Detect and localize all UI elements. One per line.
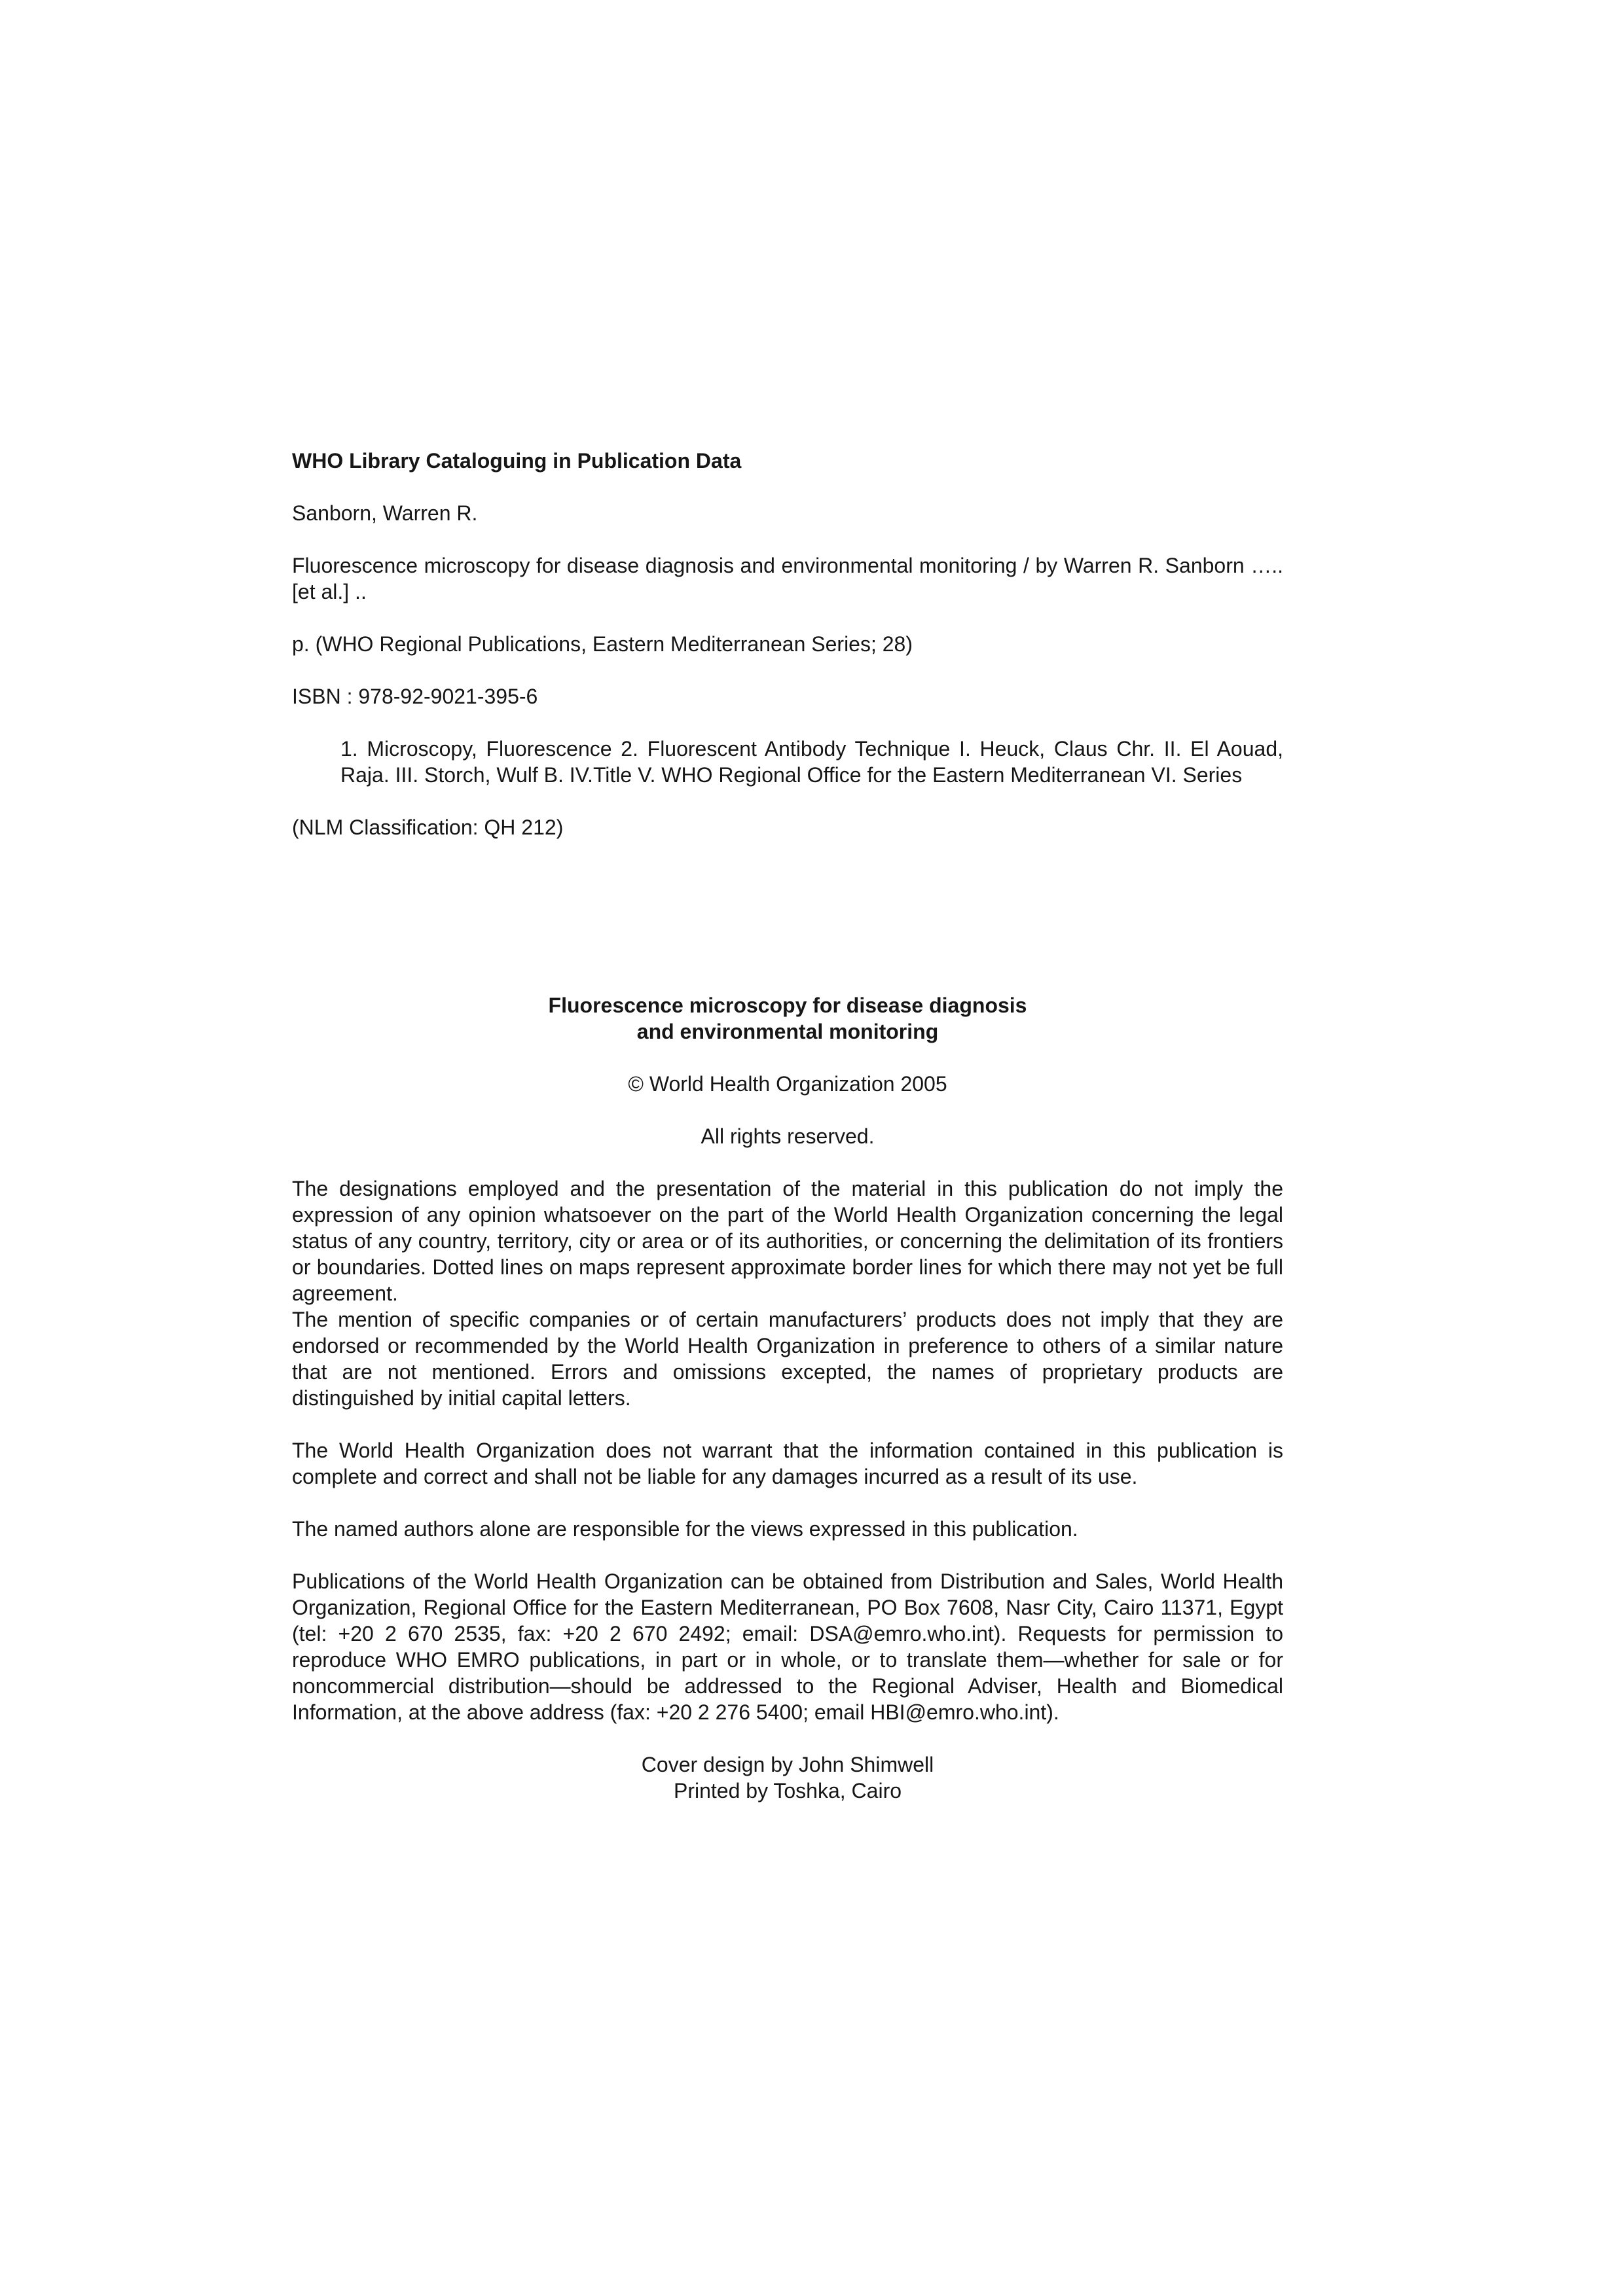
cataloguing-series-entry: p. (WHO Regional Publications, Eastern Mediterranean Series; 28) [292, 632, 913, 656]
publications-obtain-info: Publications of the World Health Organization can be obtained from Distribution and Sales, World Health Organization, Regional Office for the Eastern Mediterranean, PO Box 7608, Nasr City, Cairo 11371, Egypt (tel: +20 2 670 2535, fax: +20 2 670 2492; email: DSA@emro.who.int). Requests for permission to reproduce WHO EMRO publications, in part or in whole, or to translate them—whether for sale or for noncommercial distribution—should be addressed to the Regional Adviser, Health and Biomedical Information, at the above address (fax: +20 2 276 5400; email HBI@emro.who.int). [292, 1570, 1283, 1724]
disclaimer-companies: The mention of specific companies or of certain manufacturers’ products does not imply that they are endorsed or recommended by the World Health Organization in preference to others of a similar nature that are not mentioned. Errors and omissions excepted, the names of proprietary products are distinguished by initial capital letters. [292, 1308, 1283, 1410]
disclaimer-designations: The designations employed and the presentation of the material in this publication do not imply the expression of any opinion whatsoever on the part of the World Health Organization concerning the legal status of any country, territory, city or area or of its authorities, or concerning the delimitation of its frontiers or boundaries. Dotted lines on maps represent approximate border lines for which there may not yet be full agreement. [292, 1177, 1283, 1305]
credits [292, 1751, 1283, 1804]
publication-title-line-2: and environmental monitoring [636, 1020, 939, 1043]
cataloguing-subjects: 1. Microscopy, Fluorescence 2. Fluorescent Antibody Technique I. Heuck, Claus Chr. II. El Aouad, Raja. III. Storch, Wulf B. IV.Title V. WHO Regional Office for the Eastern Mediterranean VI. Series [340, 737, 1283, 787]
publication-title-line-1: Fluorescence microscopy for disease diagnosis [548, 994, 1027, 1017]
cataloguing-heading: WHO Library Cataloguing in Publication Data [292, 449, 742, 473]
cataloguing-author: Sanborn, Warren R. [292, 501, 478, 525]
cataloguing-title-entry: Fluorescence microscopy for disease diagnosis and environmental monitoring / by Warren R. Sanborn ….. [et al.] .. [292, 554, 1283, 603]
rights-notice: All rights reserved. [701, 1124, 875, 1148]
printer-credit: Printed by Toshka, Cairo [673, 1779, 902, 1803]
disclaimer-authors: The named authors alone are responsible for the views expressed in this publication. [292, 1517, 1078, 1541]
publication-title [292, 992, 1283, 1045]
cover-design-credit: Cover design by John Shimwell [641, 1753, 934, 1776]
disclaimer-warranty: The World Health Organization does not warrant that the information contained in this publication is complete and correct and shall not be liable for any damages incurred as a result of its use. [292, 1439, 1283, 1488]
copyright-notice: © World Health Organization 2005 [628, 1072, 947, 1096]
cataloguing-isbn: ISBN : 978-92-9021-395-6 [292, 685, 538, 708]
cataloguing-classification: (NLM Classification: QH 212) [292, 816, 564, 839]
